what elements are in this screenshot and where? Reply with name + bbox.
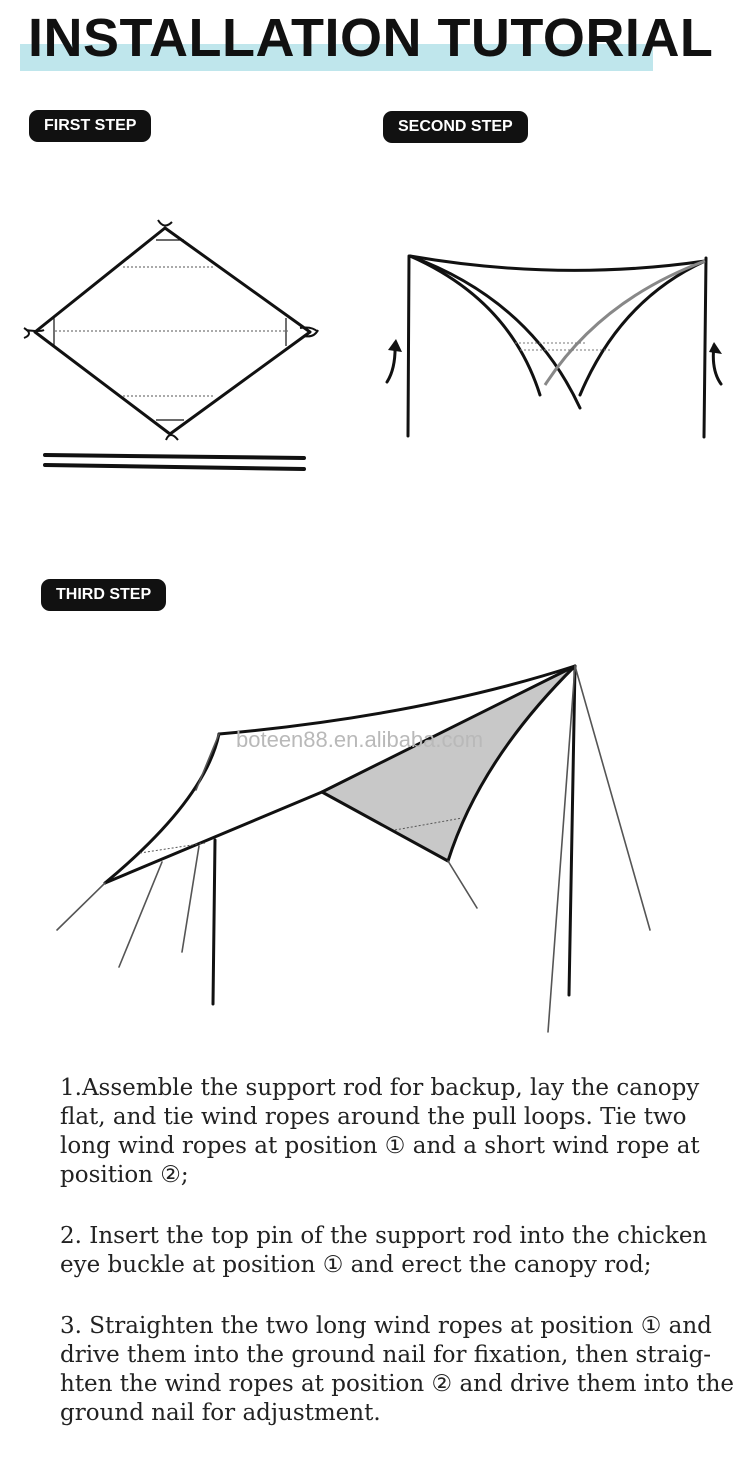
second-step-label: SECOND STEP [383,111,528,143]
watermark: boteen88.en.alibaba.com [236,727,484,752]
instruction-step-1: 1.Assemble the support rod for backup, lay the canopy flat, and tie wind ropes around the pull loops. Tie two long wind ropes at position ① and a short wind rope at position ②; [60,1075,700,1188]
instruction-step-2: 2. Insert the top pin of the support rod into the chicken eye buckle at position ① and erect the canopy rod; [60,1223,708,1278]
third-step-label: THIRD STEP [41,579,166,611]
instruction-step-3: 3. Straighten the two long wind ropes at position ① and drive them into the ground nail for fixation, then straig-hten the wind ropes at position ② and drive them into the ground nail for adjustment. [60,1313,735,1426]
page-title: INSTALLATION TUTORIAL [28,8,714,68]
first-step-label: FIRST STEP [29,110,151,142]
instructions [60,1074,740,1460]
